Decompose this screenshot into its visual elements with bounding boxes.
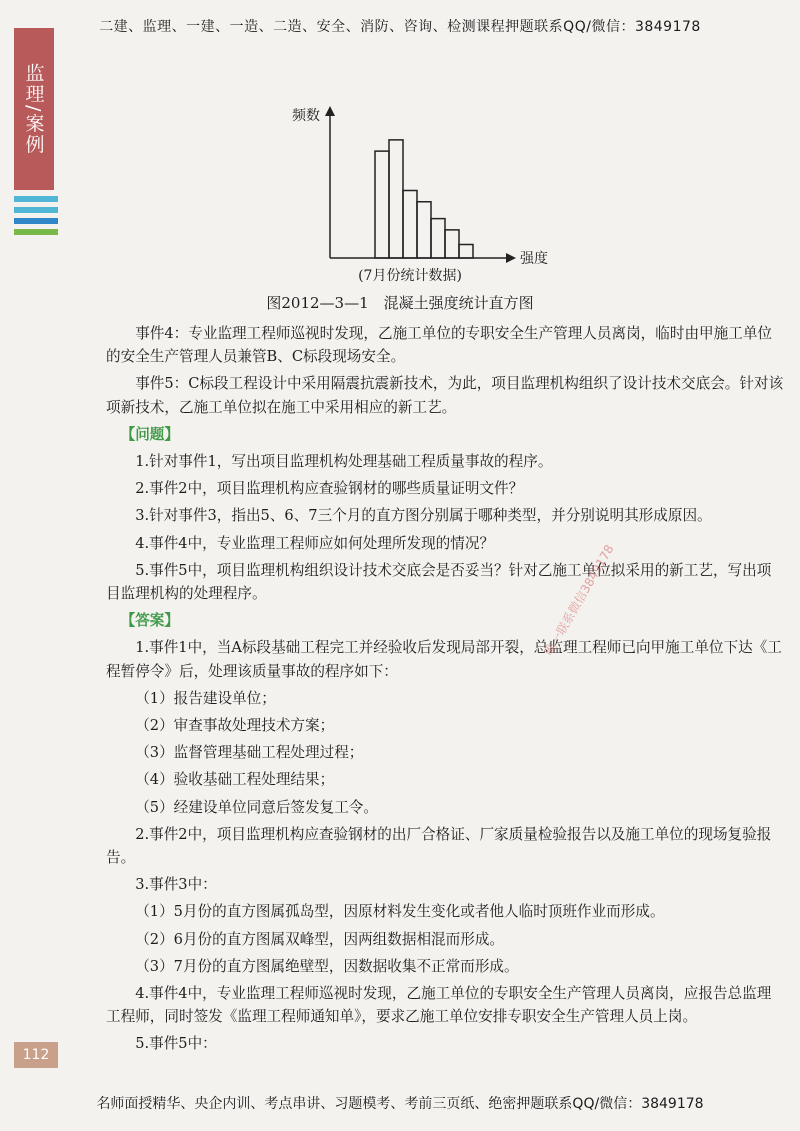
stripe: [14, 218, 58, 224]
page-number: 112: [14, 1042, 58, 1068]
list-item: （3）7月份的直方图属绝壁型，因数据收集不正常而形成。: [135, 957, 519, 975]
section-heading: 【答案】: [120, 612, 179, 630]
body-text: [106, 322, 784, 1060]
list-item: （4）验收基础工程处理结果；: [135, 771, 335, 789]
y-axis-arrow: [325, 106, 335, 116]
paragraph: 1.事件1中，当A标段基础工程完工并经验收后发现局部开裂，总监理工程师已向甲施工单位下达《工程暂停令》后，处理该质量事故的程序如下：: [106, 639, 782, 680]
paragraph: 2.事件2中，项目监理机构应查验钢材的哪些质量证明文件？: [135, 480, 524, 498]
x-axis-arrow: [506, 253, 516, 263]
list-item: （5）经建设单位同意后签发复工令。: [135, 798, 378, 816]
stripe: [14, 229, 58, 235]
histogram-chart: [270, 100, 570, 300]
section-side-tab: [14, 28, 54, 190]
stripe: [14, 207, 58, 213]
page-header: 二建、监理、一建、一造、二造、安全、消防、咨询、检测课程押题联系QQ/微信：3849178: [99, 19, 701, 35]
decorative-stripes: [14, 196, 58, 240]
paragraph: 2.事件2中，项目监理机构应查验钢材的出厂合格证、厂家质量检验报告以及施工单位的现场复验报告。: [106, 825, 772, 867]
side-tab-label: 监理/案例: [22, 62, 45, 156]
histogram-bar: [431, 219, 445, 258]
paragraph: 5.事件5中，项目监理机构组织设计技术交底会是否妥当？针对乙施工单位拟采用的新工艺，写出项目监理机构的处理程序。: [106, 561, 772, 603]
histogram-bar: [445, 230, 459, 258]
histogram-bars: [375, 140, 473, 258]
paragraph: 4.事件4中，专业监理工程师应如何处理所发现的情况？: [135, 534, 495, 552]
list-item: （1）报告建设单位；: [135, 689, 276, 707]
x-axis-label: 强度: [520, 251, 548, 267]
paragraph: 事件5：C标段工程设计中采用隔震抗震新技术，为此，项目监理机构组织了设计技术交底会。针对该项新技术，乙施工单位拟在施工中采用相应的新工艺。: [106, 375, 784, 416]
stripe: [14, 196, 58, 202]
paragraph: 5.事件5中：: [135, 1035, 217, 1053]
chart-subtitle: (7月份统计数据): [358, 268, 462, 284]
paragraph: 3.针对事件3，指出5、6、7三个月的直方图分别属于哪种类型，并分别说明其形成原因。: [135, 507, 712, 525]
histogram-bar: [375, 151, 389, 258]
histogram-bar: [417, 202, 431, 258]
paragraph: 4.事件4中，专业监理工程师巡视时发现，乙施工单位的专职安全生产管理人员离岗，应报告总监理工程师，同时签发《监理工程师通知单》，要求乙施工单位安排专职安全生产管理人员上岗。: [106, 985, 772, 1026]
histogram-bar: [403, 191, 417, 259]
y-axis-label: 频数: [292, 108, 320, 124]
watermark-text: 唯一联系微信3849178: [541, 542, 617, 658]
histogram-bar: [389, 140, 403, 258]
list-item: （2）6月份的直方图属双峰型，因两组数据相混而形成。: [135, 930, 505, 948]
page-footer: 名师面授精华、央企内训、考点串讲、习题模考、考前三页纸、绝密押题联系QQ/微信：3849178: [96, 1096, 704, 1112]
list-item: （3）监督管理基础工程处理过程；: [135, 744, 364, 762]
paragraph: 事件4：专业监理工程师巡视时发现，乙施工单位的专职安全生产管理人员离岗，临时由甲施工单位的安全生产管理人员兼管B、C标段现场安全。: [106, 325, 773, 366]
section-heading: 【问题】: [120, 425, 179, 443]
histogram-bar: [459, 245, 473, 259]
list-item: （1）5月份的直方图属孤岛型，因原材料发生变化或者他人临时顶班作业而形成。: [135, 903, 665, 921]
list-item: （2）审查事故处理技术方案；: [135, 717, 335, 735]
figure-caption: 图2012—3—1 混凝土强度统计直方图: [266, 294, 534, 312]
paragraph: 1.针对事件1，写出项目监理机构处理基础工程质量事故的程序。: [135, 453, 553, 471]
paragraph: 3.事件3中：: [135, 876, 217, 894]
